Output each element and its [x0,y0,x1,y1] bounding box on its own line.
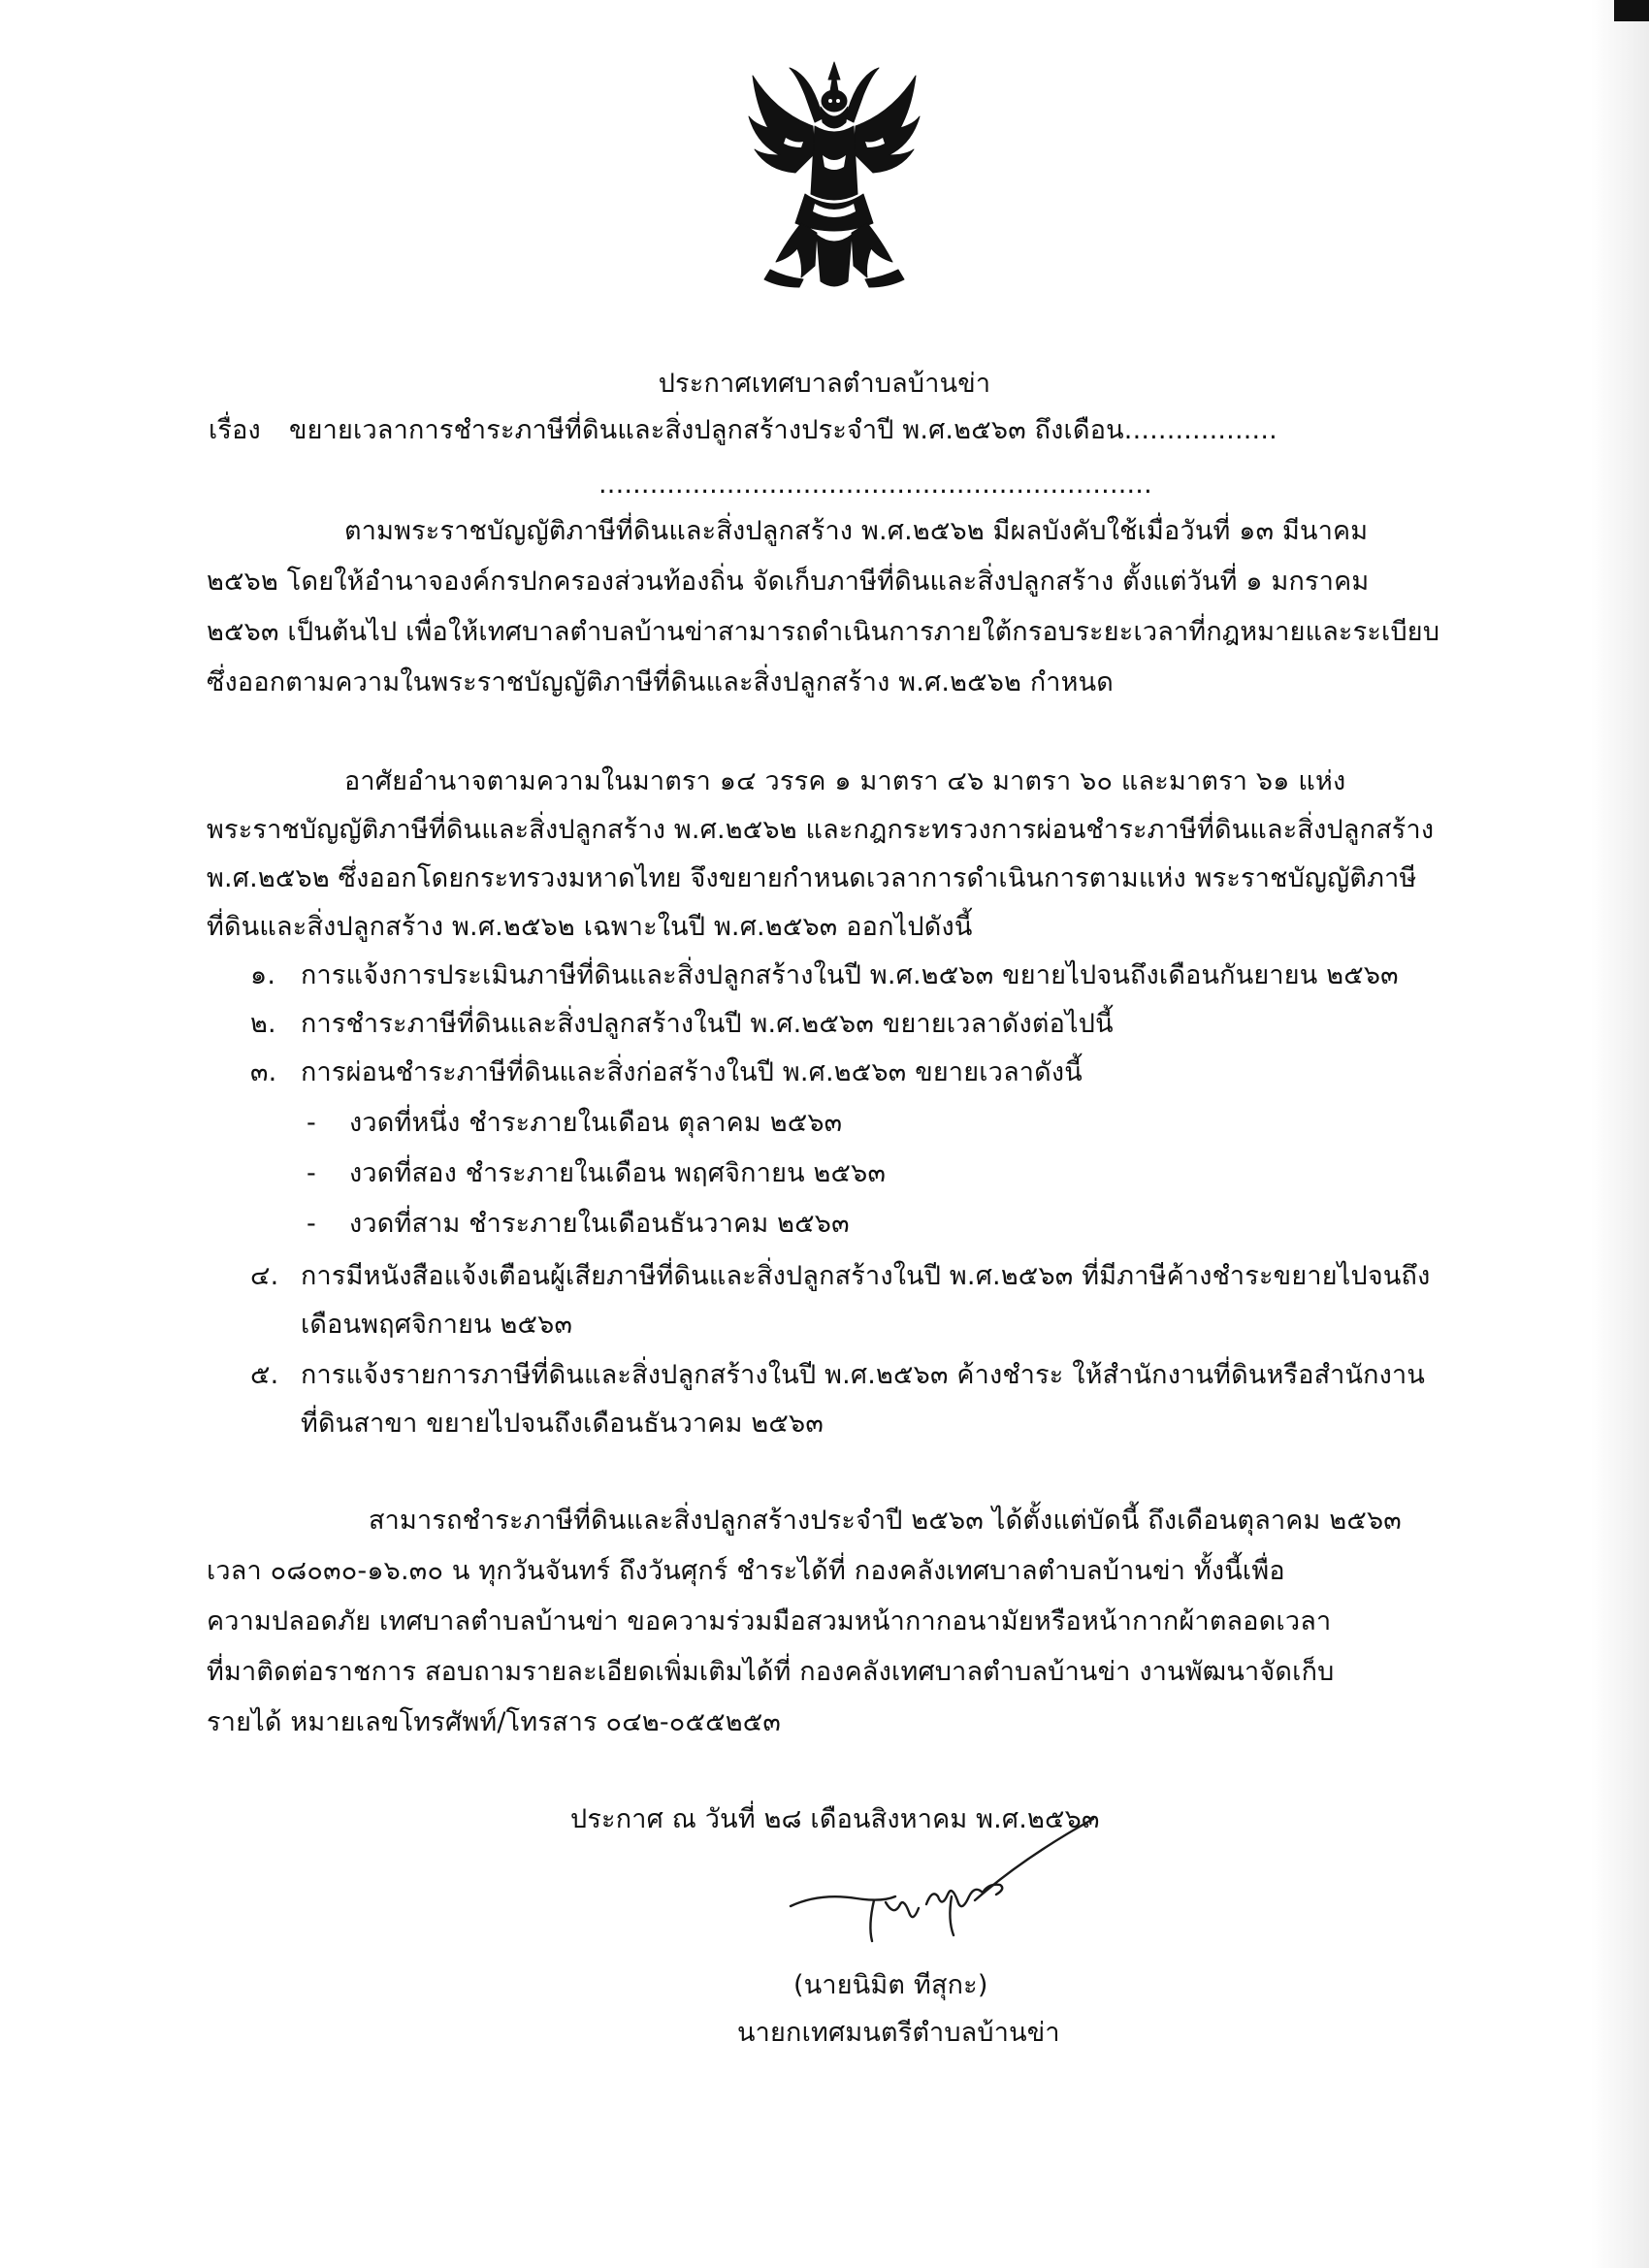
paragraph2-line: ที่ดินและสิ่งปลูกสร้าง พ.ศ.๒๕๖๒ เฉพาะในปี พ.ศ.๒๕๖๓ ออกไปดังนี้ [207,912,973,942]
signer-position: นายกเทศมนตรีตำบลบ้านข่า [737,2018,1060,2048]
paragraph1-line: ๒๕๖๒ โดยให้อำนาจองค์กรปกครองส่วนท้องถิ่น จัดเก็บภาษีที่ดินและสิ่งปลูกสร้าง ตั้งแต่วันที่ ๑ มกราคม [207,567,1370,597]
paragraph1-line: ตามพระราชบัญญัติภาษีที่ดินและสิ่งปลูกสร้าง พ.ศ.๒๕๖๒ มีผลบังคับใช้เมื่อวันที่ ๑๓ มีนาคม [344,516,1369,546]
subitem-dash: - [307,1158,316,1188]
subitem-dash: - [307,1209,316,1239]
paragraph3-line: ความปลอดภัย เทศบาลตำบลบ้านข่า ขอความร่วมมือสวมหน้ากากอนามัยหรือหน้ากากผ้าตลอดเวลา [207,1606,1332,1636]
paragraph2-line: พระราชบัญญัติภาษีที่ดินและสิ่งปลูกสร้าง พ.ศ.๒๕๖๒ และกฎกระทรวงการผ่อนชำระภาษีที่ดินและสิ่งปลูกสร้าง [207,815,1435,845]
item-text: การแจ้งรายการภาษีที่ดินและสิ่งปลูกสร้างในปี พ.ศ.๒๕๖๓ ค้างชำระ ให้สำนักงานที่ดินหรือสำนักงาน [301,1360,1426,1390]
paragraph3-line: เวลา ๐๘๐๓๐-๑๖.๓๐ น ทุกวันจันทร์ ถึงวันศุกร์ ชำระได้ที่ กองคลังเทศบาลตำบลบ้านข่า ทั้งนี้เพื่อ [207,1556,1285,1586]
announcement-title: ประกาศเทศบาลตำบลบ้านข่า [658,369,991,399]
garuda-emblem-icon [747,58,922,296]
paragraph2-line: พ.ศ.๒๕๖๒ ซึ่งออกโดยกระทรวงมหาดไทย จึงขยายกำหนดเวลาการดำเนินการตามแห่ง พระราชบัญญัติภาษี [207,863,1417,893]
item-text: การมีหนังสือแจ้งเตือนผู้เสียภาษีที่ดินและสิ่งปลูกสร้างในปี พ.ศ.๒๕๖๓ ที่มีภาษีค้างชำระขยายไปจนถึง [301,1261,1431,1291]
item-number: ๒. [250,1009,276,1039]
subitem-text: งวดที่สอง ชำระภายในเดือน พฤศจิกายน ๒๕๖๓ [349,1158,887,1188]
paragraph3-line: รายได้ หมายเลขโทรศัพท์/โทรสาร ๐๔๒-๐๕๕๒๕๓ [207,1707,782,1737]
item-text: การชำระภาษีที่ดินและสิ่งปลูกสร้างในปี พ.ศ.๒๕๖๓ ขยายเวลาดังต่อไปนี้ [301,1009,1114,1039]
item-text: การแจ้งการประเมินภาษีที่ดินและสิ่งปลูกสร้างในปี พ.ศ.๒๕๖๓ ขยายไปจนถึงเดือนกันยายน ๒๕๖๓ [301,960,1399,990]
scan-corner-mark [1614,0,1649,21]
item-text: การผ่อนชำระภาษีที่ดินและสิ่งก่อสร้างในปี พ.ศ.๒๕๖๓ ขยายเวลาดังนี้ [301,1057,1083,1087]
title-separator: ................................................................. [598,470,1152,500]
page-edge-shadow [1591,0,1649,2268]
item-number: ๓. [250,1057,277,1087]
signer-name: (นายนิมิต ทีสุกะ) [793,1970,988,2000]
signature-mark [781,1799,1101,1945]
subject-label: เรื่อง [209,415,261,445]
subject-text: ขยายเวลาการชำระภาษีที่ดินและสิ่งปลูกสร้างประจำปี พ.ศ.๒๕๖๓ ถึงเดือน.................. [289,415,1277,445]
paragraph1-line: ๒๕๖๓ เป็นต้นไป เพื่อให้เทศบาลตำบลบ้านข่าสามารถดำเนินการภายใต้กรอบระยะเวลาที่กฎหมายและระเบียบ [207,617,1440,647]
item-number: ๕. [250,1360,279,1390]
announce-date: ประกาศ ณ วันที่ ๒๘ เดือนสิงหาคม พ.ศ.๒๕๖๓ [570,1804,1100,1834]
paragraph3-line: สามารถชำระภาษีที่ดินและสิ่งปลูกสร้างประจำปี ๒๕๖๓ ได้ตั้งแต่บัดนี้ ถึงเดือนตุลาคม ๒๕๖๓ [369,1506,1402,1536]
item-text: ที่ดินสาขา ขยายไปจนถึงเดือนธันวาคม ๒๕๖๓ [301,1409,824,1439]
subitem-text: งวดที่หนึ่ง ชำระภายในเดือน ตุลาคม ๒๕๖๓ [349,1108,843,1138]
subitem-dash: - [307,1108,316,1138]
item-number: ๔. [250,1261,279,1291]
paragraph3-line: ที่มาติดต่อราชการ สอบถามรายละเอียดเพิ่มเติมได้ที่ กองคลังเทศบาลตำบลบ้านข่า งานพัฒนาจัดเก็บ [207,1657,1335,1687]
item-text: เดือนพฤศจิกายน ๒๕๖๓ [301,1310,573,1340]
item-number: ๑. [250,960,276,990]
paragraph1-line: ซึ่งออกตามความในพระราชบัญญัติภาษีที่ดินและสิ่งปลูกสร้าง พ.ศ.๒๕๖๒ กำหนด [207,667,1115,697]
paragraph2-line: อาศัยอำนาจตามความในมาตรา ๑๔ วรรค ๑ มาตรา ๔๖ มาตรา ๖๐ และมาตรา ๖๑ แห่ง [344,766,1346,796]
subitem-text: งวดที่สาม ชำระภายในเดือนธันวาคม ๒๕๖๓ [349,1209,850,1239]
